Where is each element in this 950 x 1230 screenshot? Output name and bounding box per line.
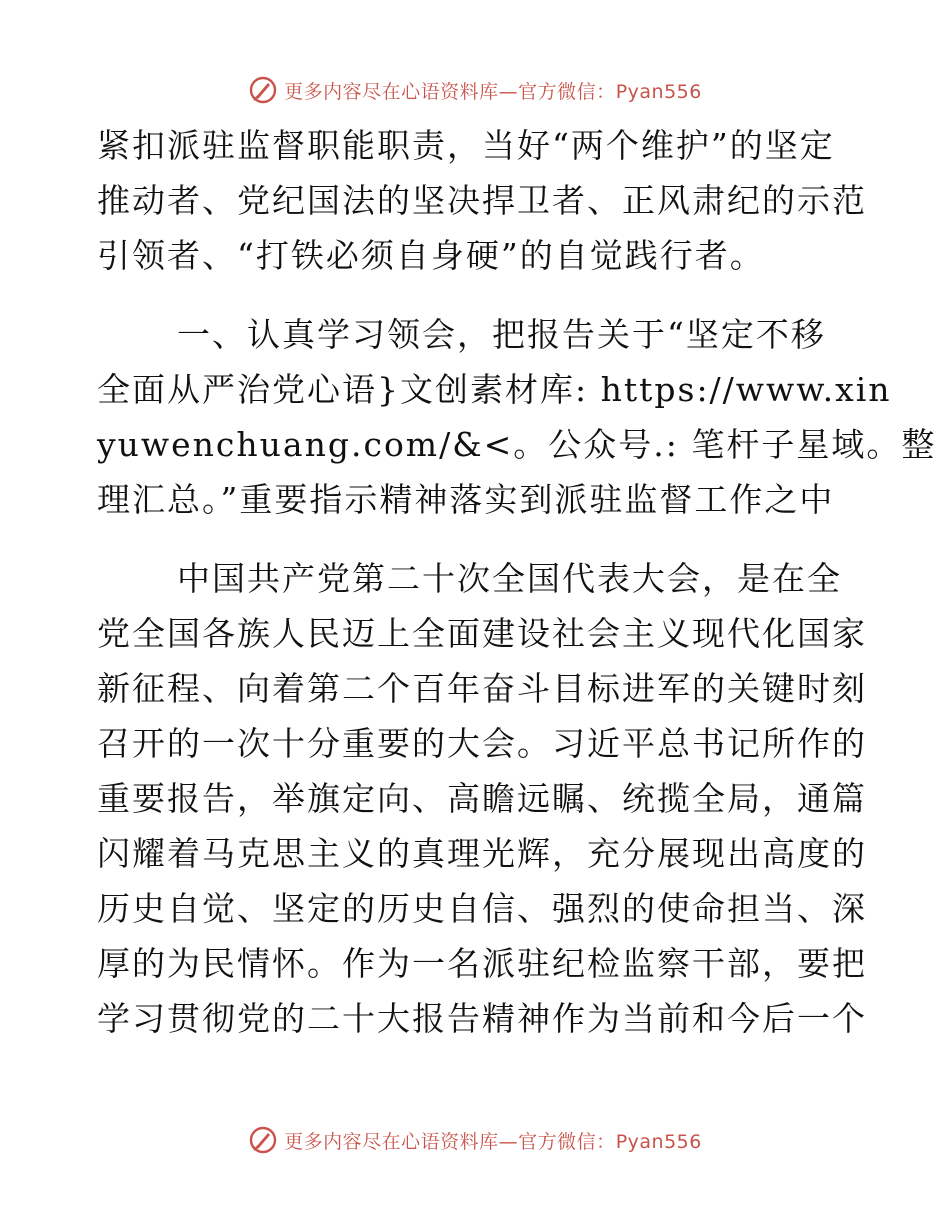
watermark-separator: — [498,80,519,103]
text-line: 新征程、向着第二个百年奋斗目标进军的关键时刻 [97,669,867,708]
watermark-wechat-label: 官方微信： [518,80,616,103]
text-line: 全面从严治党心语}文创素材库: https://www.xin [97,370,892,409]
text-line: 闪耀着马克思主义的真理光辉，充分展现出高度的 [97,834,867,873]
header-watermark [0,70,950,110]
text-line: 学习贯彻党的二十大报告精神作为当前和今后一个 [97,999,867,1038]
watermark-wechat-id: Pyan556 [615,80,702,103]
text-line: yuwenchuang.com/&<。公众号.: 笔杆子星域。整 [97,425,937,464]
watermark-wechat-label: 官方微信： [518,1130,616,1153]
text-line: 党全国各族人民迈上全面建设社会主义现代化国家 [97,614,867,653]
paragraph [97,551,867,1046]
text-line: 紧扣派驻监督职能职责，当好“两个维护”的坚定 [97,126,835,165]
text-line: 召开的一次十分重要的大会。习近平总书记所作的 [97,724,867,763]
text-line: 引领者、“打铁必须自身硬”的自觉践行者。 [97,236,765,275]
text-line: 厚的为民情怀。作为一名派驻纪检监察干部，要把 [97,944,867,983]
watermark-text [284,1127,702,1154]
text-line: 重要报告，举旗定向、高瞻远瞩、统揽全局，通篇 [97,779,867,818]
quill-logo-icon [248,1125,278,1155]
watermark-wechat-id: Pyan556 [615,1130,702,1153]
watermark-site: 更多内容尽在心语资料库 [284,1130,499,1153]
text-line: 推动者、党纪国法的坚决捍卫者、正风肃纪的示范 [97,181,867,220]
text-line: 历史自觉、坚定的历史自信、强烈的使命担当、深 [97,889,867,928]
quill-logo-icon [248,75,278,105]
watermark-site: 更多内容尽在心语资料库 [284,80,499,103]
watermark-separator: — [498,1130,519,1153]
footer-watermark [0,1120,950,1160]
document-body [97,118,937,1046]
section-heading-paragraph [97,307,937,527]
text-line: 理汇总。”重要指示精神落实到派驻监督工作之中 [97,480,835,519]
text-line: 中国共产党第二十次全国代表大会，是在全 [177,559,842,598]
watermark-text [284,77,702,104]
text-line: 一、认真学习领会，把报告关于“坚定不移 [177,315,826,354]
paragraph [97,118,867,283]
